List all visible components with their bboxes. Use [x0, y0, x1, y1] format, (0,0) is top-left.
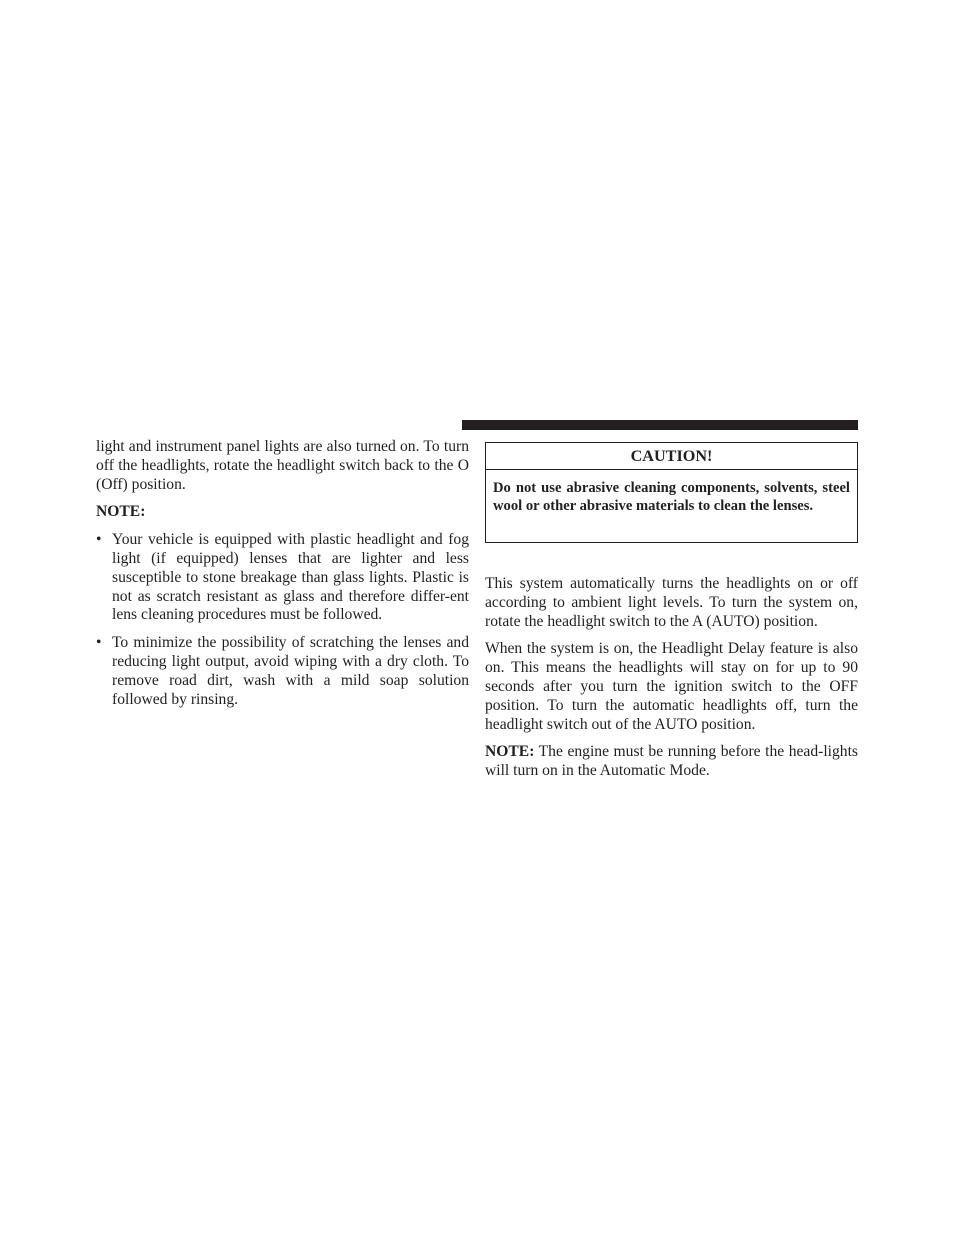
note-label: NOTE:: [485, 743, 535, 761]
caution-title: CAUTION!: [486, 443, 857, 470]
section-header-bar: [462, 420, 858, 430]
note-text: The engine must be running before the head-lights will turn on in the Automatic Mode.: [485, 743, 858, 780]
headlight-delay-paragraph: When the system is on, the Headlight Delay feature is also on. This means the headlights will stay on for up to 90 seconds after you turn the ignition switch to the OFF position. To turn the automatic headlights off, turn the headlight switch out of the AUTO position.: [485, 640, 858, 733]
bullet-text: Your vehicle is equipped with plastic headlight and fog light (if equipped) lenses that are lighter and less susceptible to stone breakage than glass lights. Plastic is not as scratch resistant as glass and therefore differ-ent lens cleaning procedures must be followed.: [112, 531, 469, 624]
bullet-icon: •: [96, 634, 102, 652]
caution-text: Do not use abrasive cleaning components, solvents, steel wool or other abrasive materials to clean the lenses.: [493, 480, 850, 515]
note-bullet-list: [96, 531, 469, 709]
bullet-icon: •: [96, 531, 102, 549]
bullet-text: To minimize the possibility of scratching the lenses and reducing light output, avoid wiping with a dry cloth. To remove road dirt, wash with a mild soap solution followed by rinsing.: [112, 634, 469, 708]
intro-paragraph: light and instrument panel lights are also turned on. To turn off the headlights, rotate the headlight switch back to the O (Off) position.: [96, 438, 469, 493]
list-item: [96, 531, 469, 625]
note-paragraph: [485, 743, 858, 781]
left-column: [96, 438, 469, 718]
list-item: [96, 634, 469, 709]
caution-box: [485, 442, 858, 543]
note-heading: NOTE:: [96, 503, 146, 521]
right-column: [485, 575, 858, 790]
auto-headlights-paragraph: This system automatically turns the headlights on or off according to ambient light levels. To turn the system on, rotate the headlight switch to the A (AUTO) position.: [485, 575, 858, 630]
